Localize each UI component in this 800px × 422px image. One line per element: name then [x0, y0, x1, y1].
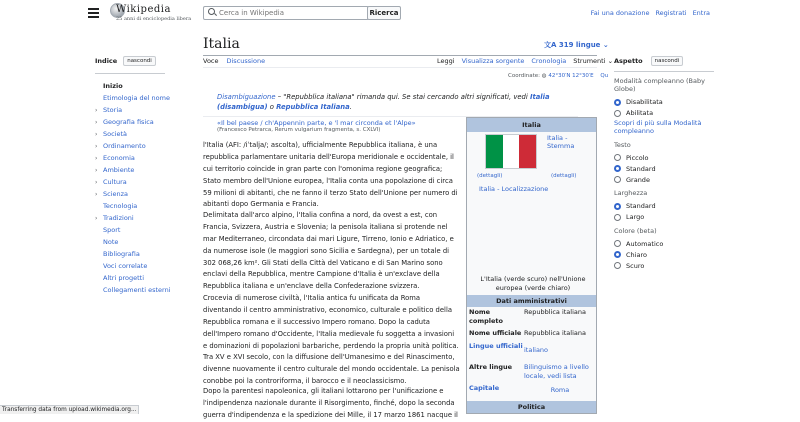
toc-item-label: Bibliografia: [103, 250, 140, 258]
option-label: Standard: [626, 202, 656, 211]
option-label: Automatico: [626, 239, 664, 248]
donate-link[interactable]: Fai una donazione: [590, 9, 650, 17]
toc-list: [95, 80, 185, 296]
epigraph-source: (Francesco Petrarca, Rerum vulgarium fragmenta, s. CXLVI): [217, 127, 381, 134]
epigraph: [217, 119, 416, 135]
toc-item[interactable]: [95, 284, 185, 296]
language-button[interactable]: [544, 40, 609, 50]
toc-item[interactable]: [95, 140, 185, 152]
infobox-row: [467, 308, 596, 326]
radio-checked-icon[interactable]: [614, 165, 621, 172]
tab-leggi[interactable]: Leggi: [437, 57, 455, 68]
toc-item[interactable]: [95, 152, 185, 164]
chevron-right-icon[interactable]: ›: [95, 166, 98, 174]
tools-menu-label: Strumenti: [573, 57, 606, 65]
chevron-right-icon[interactable]: ›: [95, 178, 98, 186]
wikipedia-tagline: 25 anni di enciclopedia libera: [116, 16, 192, 22]
row-value-link[interactable]: Bilinguismo a livello locale, vedi lista: [524, 363, 589, 380]
toc-item-label: Ordinamento: [103, 142, 146, 150]
width-option-wide[interactable]: [614, 212, 714, 223]
radio-icon[interactable]: [614, 240, 621, 247]
translate-icon: 文A: [544, 41, 559, 49]
option-label: Largo: [626, 213, 645, 222]
login-link[interactable]: Entra: [692, 9, 710, 17]
toc-item-label: Voci correlate: [103, 262, 148, 270]
appearance-title: Aspetto: [614, 57, 643, 65]
chevron-down-icon: ⌄: [600, 41, 609, 49]
toc-item-label: Scienza: [103, 190, 129, 198]
search-icon: [207, 7, 219, 19]
infobox: [466, 117, 597, 414]
row-key-link[interactable]: Lingue ufficiali: [469, 342, 523, 350]
appearance-hide-button[interactable]: nascondi: [651, 56, 684, 66]
chevron-right-icon[interactable]: ›: [95, 142, 98, 150]
tab-cronologia[interactable]: Cronologia: [531, 57, 567, 65]
option-label: Standard: [626, 164, 656, 173]
map-note: L'Italia (verde scuro) nell'Unione europea (verde chiaro): [480, 275, 586, 292]
chevron-right-icon[interactable]: ›: [95, 190, 98, 198]
flag-stripe-white: [503, 135, 520, 168]
toc-item[interactable]: [95, 80, 185, 92]
color-label: Colore (beta): [614, 226, 657, 235]
toc-item-label: Altri progetti: [103, 274, 145, 282]
toc-item-label: Tradizioni: [103, 214, 134, 222]
toc-item[interactable]: [95, 116, 185, 128]
disambiguation-link[interactable]: Disambiguazione: [217, 93, 276, 101]
lead-paragraph-1: l'Italia (AFI: /iˈtalja/; ascolta), ufficialmente Repubblica italiana, è una repubblica parlamentare unitaria dell'Europa meridionale e occidentale, il cui territorio coincide in gran parte con l'omonima regione geografica; Stato membro dell'Unione europea, l'Italia conta una popolazione di circa 59 milioni di abitanti, che ne fanno il terzo Stato dell'Unione per numero di abitanti dopo Germania e Francia.: [203, 141, 458, 209]
page-title: Italia: [203, 36, 240, 52]
toc-item-label: Inizio: [103, 82, 123, 90]
option-label: Chiaro: [626, 250, 647, 259]
table-of-contents: [95, 56, 185, 296]
toc-item-label: Tecnologia: [103, 202, 138, 210]
toc-item-label: Etimologia del nome: [103, 94, 170, 102]
hatnote-text: – "Repubblica italiana" rimanda qui. Se stai cercando altri significati, vedi: [275, 93, 530, 101]
coordinates: [508, 73, 608, 79]
flag-details-link[interactable]: (dettagli): [477, 173, 503, 179]
toc-item-label: Note: [103, 238, 119, 246]
search-button[interactable]: Ricerca: [367, 6, 401, 20]
browser-status-bar: Transferring data from upload.wikimedia.org...: [0, 405, 139, 414]
radio-icon[interactable]: [614, 262, 621, 269]
chevron-right-icon[interactable]: ›: [95, 154, 98, 162]
toc-item-label: Storia: [103, 106, 123, 114]
row-value-link[interactable]: Roma: [550, 386, 570, 394]
repubblica-italiana-link[interactable]: Repubblica Italiana: [276, 102, 350, 111]
hatnote-or: o: [267, 102, 277, 111]
radio-icon[interactable]: [614, 176, 621, 183]
lead-paragraph-2: Delimitata dall'arco alpino, l'Italia confina a nord, da ovest a est, con Francia, Svizzera, Austria e Slovenia; la penisola italiana si protende nel mar Mediterraneo, circondata dai mari Ligure, Tirreno, Ionio e Adriatico, e da numerose isole (le maggiori sono Sicilia e Sardegna), per un totale di 302 068,26 km². Gli Stati della Città del Vaticano e di San Marino sono enclavi della Repubblica, mentre Campione d'Italia è un'exclave della Repubblica italiana e un'enclave della Confederazione svizzera.: [203, 211, 454, 291]
admin-data-header: Dati amministrativi: [467, 295, 596, 307]
text-option-small[interactable]: [614, 152, 714, 163]
politics-header: Politica: [467, 401, 596, 413]
toc-item-label: Cultura: [103, 178, 127, 186]
option-label: Scuro: [626, 261, 645, 270]
toc-item[interactable]: [95, 212, 185, 224]
birthday-mode-info-link[interactable]: Scopri di più sulla Modalità compleanno: [614, 118, 702, 136]
coordinates-label: Coordinate:: [508, 73, 541, 79]
toc-item-label: Società: [103, 130, 128, 138]
coordinates-link[interactable]: 42°30′N 12°30′E: [548, 73, 594, 79]
toc-item-label: Geografia fisica: [103, 118, 154, 126]
toc-item[interactable]: [95, 200, 185, 212]
infobox-row: [467, 384, 596, 395]
toc-item[interactable]: [95, 224, 185, 236]
radio-icon[interactable]: [614, 154, 621, 161]
title-divider: [203, 55, 597, 56]
wikipedia-wordmark[interactable]: Wikipedia: [116, 4, 171, 15]
emblem-details-link[interactable]: (dettagli): [551, 173, 577, 179]
globe-icon: ◍: [541, 73, 549, 79]
tabs-divider: [203, 67, 597, 68]
infobox-row: [467, 329, 596, 338]
toc-item[interactable]: [95, 176, 185, 188]
tab-voce[interactable]: Voce: [203, 57, 219, 68]
row-value: Repubblica italiana: [524, 308, 586, 316]
hatnote-end: .: [349, 102, 352, 111]
row-key: Nome completo: [469, 308, 503, 325]
width-label: Larghezza: [614, 189, 648, 198]
mode-option-enabled[interactable]: [614, 108, 714, 119]
chevron-down-icon: ⌄: [605, 57, 614, 65]
row-key: Nome ufficiale: [469, 329, 522, 337]
flag-image[interactable]: [485, 134, 537, 169]
toc-divider: [95, 73, 165, 74]
toc-item-label: Collegamenti esterni: [103, 286, 171, 294]
infobox-row: [467, 363, 596, 381]
toc-item-label: Ambiente: [103, 166, 135, 174]
toc-item[interactable]: [95, 104, 185, 116]
toc-item[interactable]: [95, 236, 185, 248]
tab-visualizza-sorgente[interactable]: Visualizza sorgente: [461, 57, 525, 65]
infobox-row: [467, 342, 596, 355]
flag-stripe-green: [486, 135, 503, 168]
disambiguation-hatnote: [203, 93, 578, 113]
appearance-panel: [614, 56, 714, 271]
chevron-right-icon[interactable]: ›: [95, 130, 98, 138]
search-input[interactable]: [219, 9, 367, 17]
radio-icon[interactable]: [614, 110, 621, 117]
register-link[interactable]: Registrati: [655, 9, 687, 17]
chevron-right-icon[interactable]: ›: [95, 118, 98, 126]
color-option-auto[interactable]: [614, 238, 714, 249]
chevron-right-icon[interactable]: ›: [95, 106, 98, 114]
row-key-link[interactable]: Capitale: [469, 384, 500, 392]
location-map-caption[interactable]: Italia - Localizzazione: [479, 185, 549, 193]
toc-title: Indice: [95, 57, 118, 65]
coordinates-more[interactable]: Qu: [600, 73, 609, 79]
main-menu-icon[interactable]: [88, 8, 99, 18]
toc-item[interactable]: [95, 272, 185, 284]
toc-item[interactable]: [95, 128, 185, 140]
option-label: Piccolo: [626, 153, 649, 162]
toc-hide-button[interactable]: nascondi: [123, 56, 156, 66]
birthday-mode-label: Modalità compleanno (Baby Globe): [614, 77, 705, 94]
toc-item[interactable]: [95, 188, 185, 200]
italia-disambigua-link[interactable]: Italia (disambigua): [217, 93, 550, 111]
radio-checked-icon[interactable]: [614, 203, 621, 210]
toc-item[interactable]: [95, 248, 185, 260]
width-option-standard[interactable]: [614, 201, 714, 212]
toc-item-label: Economia: [103, 154, 135, 162]
infobox-title: Italia: [467, 118, 596, 132]
appearance-divider: [614, 71, 714, 72]
search-box[interactable]: [203, 6, 369, 20]
emblem-caption-link[interactable]: Italia - Stemma: [547, 134, 575, 151]
lead-paragraph-3: Crocevia di numerose civiltà, l'Italia antica fu unificata da Roma diventando il centro amministrativo, economico, culturale e politico della Repubblica romana e il successivo Impero romano. Dopo la caduta dell'Impero romano d'Occidente, l'Italia medievale fu soggetta a invasioni e dominazioni di popolazioni barbariche, perdendo la propria unità politica. Tra XV e XVI secolo, con la diffusione dell'Umanesimo e del Rinascimento, divenne nuovamente il centro culturale del mondo occidentale. La penisola conobbe poi la controriforma, il barocco e il neoclassicismo.: [203, 294, 460, 386]
language-count: 319 lingue: [558, 41, 601, 49]
toc-item[interactable]: [95, 164, 185, 176]
color-option-dark[interactable]: [614, 260, 714, 271]
flag-stripe-red: [519, 135, 536, 168]
user-links: [591, 9, 710, 17]
toc-item[interactable]: [95, 260, 185, 272]
option-label: Disabilitata: [626, 98, 663, 107]
text-option-standard[interactable]: [614, 163, 714, 174]
epigraph-text: «Il bel paese / ch'Appennin parte, e 'l mar circonda et l'Alpe»: [217, 119, 416, 127]
toc-item[interactable]: [95, 92, 185, 104]
color-option-light[interactable]: [614, 249, 714, 260]
tab-discussione[interactable]: Discussione: [226, 57, 266, 65]
lead-paragraph-4: Dopo la parentesi napoleonica, gli italiani lottarono per l'unificazione e l'indipendenza nazionale durante il Risorgimento, finché, dopo la seconda guerra d'indipendenza e la spedizione dei Mille, il 17 marzo 1861 nacque il: [203, 387, 458, 419]
radio-icon[interactable]: [614, 214, 621, 221]
toc-item-label: Sport: [103, 226, 121, 234]
row-value: Repubblica italiana: [524, 329, 586, 337]
row-value-link[interactable]: italiano: [524, 346, 549, 354]
chevron-right-icon[interactable]: ›: [95, 214, 98, 222]
option-label: Abilitata: [626, 109, 654, 118]
option-label: Grande: [626, 175, 650, 184]
text-option-large[interactable]: [614, 174, 714, 185]
mode-option-disabled[interactable]: [614, 97, 714, 108]
radio-checked-icon[interactable]: [614, 251, 621, 258]
row-key: Altre lingue: [469, 363, 513, 371]
text-size-label: Testo: [614, 140, 631, 149]
radio-checked-icon[interactable]: [614, 99, 621, 106]
